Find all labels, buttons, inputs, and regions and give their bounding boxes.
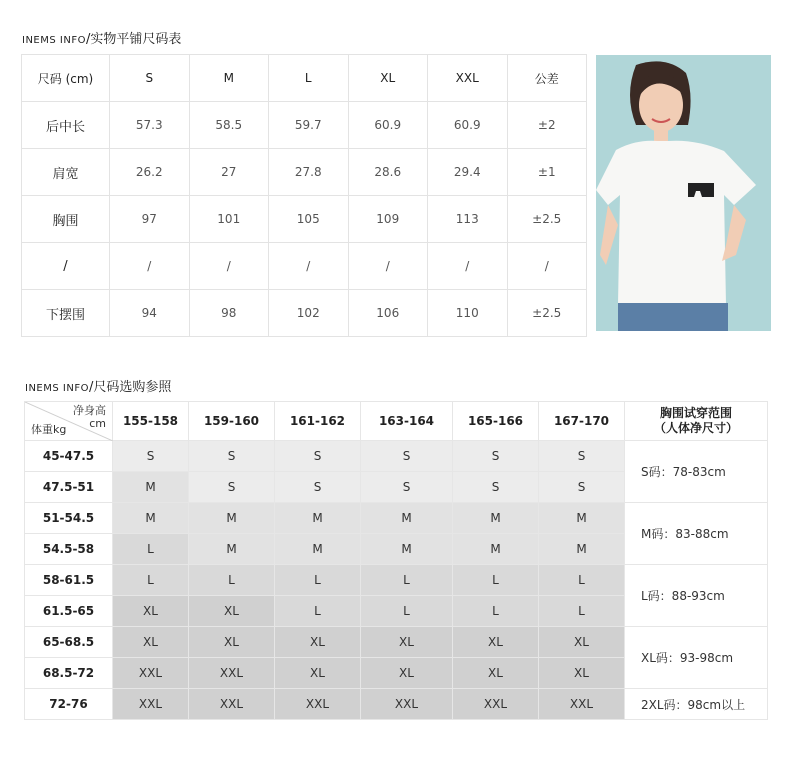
size-cell: M xyxy=(275,503,361,534)
size-cell: L xyxy=(453,565,539,596)
size-cell: M xyxy=(453,503,539,534)
size-cell: XL xyxy=(361,627,453,658)
row-label: 下摆围 xyxy=(22,290,110,337)
bust-range-header: 胸围试穿范围 （人体净尺寸） xyxy=(625,402,768,441)
weight-cell: 45-47.5 xyxy=(25,441,113,472)
size-reference-table xyxy=(24,401,768,720)
size-cell: S xyxy=(539,441,625,472)
table-cell: ±2 xyxy=(507,102,587,149)
model-photo xyxy=(596,55,771,331)
size-guide-title xyxy=(25,376,171,395)
table-cell: 109 xyxy=(348,196,428,243)
size-cell: S xyxy=(361,472,453,503)
model-illustration-icon xyxy=(596,55,771,331)
table-row xyxy=(25,689,768,720)
table-cell: / xyxy=(428,243,508,290)
size-cell: M xyxy=(275,534,361,565)
height-header: 161-162 xyxy=(275,402,361,441)
height-header: 163-164 xyxy=(361,402,453,441)
size-cell: M xyxy=(361,534,453,565)
size-cell: XXL xyxy=(453,689,539,720)
size-cell: S xyxy=(453,472,539,503)
table-cell: 102 xyxy=(269,290,349,337)
header-cell: XXL xyxy=(428,55,508,102)
size-cell: XXL xyxy=(189,689,275,720)
header-cell: 尺码 (cm) xyxy=(22,55,110,102)
size-cell: S xyxy=(275,472,361,503)
weight-cell: 65-68.5 xyxy=(25,627,113,658)
size-cell: XL xyxy=(539,627,625,658)
size-cell: M xyxy=(539,503,625,534)
height-header: 159-160 xyxy=(189,402,275,441)
size-cell: M xyxy=(189,534,275,565)
table-cell: / xyxy=(507,243,587,290)
size-cell: XL xyxy=(539,658,625,689)
table-row xyxy=(22,149,587,196)
table-cell: 113 xyxy=(428,196,508,243)
table-cell: 110 xyxy=(428,290,508,337)
weight-cell: 72-76 xyxy=(25,689,113,720)
table-row xyxy=(25,565,768,596)
size-cell: M xyxy=(361,503,453,534)
size-cell: L xyxy=(275,565,361,596)
bust-range-cell: XL码：93-98cm xyxy=(625,627,768,689)
bust-range-cell: L码：88-93cm xyxy=(625,565,768,627)
size-cell: S xyxy=(275,441,361,472)
table-cell: 27 xyxy=(189,149,269,196)
brand-label: INEMS INFO xyxy=(25,383,89,394)
table-cell: 28.6 xyxy=(348,149,428,196)
table-cell: / xyxy=(189,243,269,290)
size-cell: XL xyxy=(275,627,361,658)
table-cell: / xyxy=(348,243,428,290)
table-cell: ±2.5 xyxy=(507,290,587,337)
size-cell: L xyxy=(361,596,453,627)
title-text: /实物平铺尺码表 xyxy=(85,32,182,47)
size-cell: XL xyxy=(361,658,453,689)
table-cell: 29.4 xyxy=(428,149,508,196)
size-cell: S xyxy=(189,472,275,503)
table-cell: 60.9 xyxy=(348,102,428,149)
table-cell: 59.7 xyxy=(269,102,349,149)
size-cell: XXL xyxy=(539,689,625,720)
size-cell: L xyxy=(453,596,539,627)
table-cell: / xyxy=(269,243,349,290)
bust-range-cell: 2XL码：98cm以上 xyxy=(625,689,768,720)
table-row xyxy=(22,243,587,290)
table-cell: 60.9 xyxy=(428,102,508,149)
size-cell: L xyxy=(113,565,189,596)
height-header: 165-166 xyxy=(453,402,539,441)
size-cell: S xyxy=(539,472,625,503)
table-row xyxy=(25,441,768,472)
size-cell: S xyxy=(361,441,453,472)
size-cell: XL xyxy=(453,627,539,658)
size-cell: XXL xyxy=(275,689,361,720)
size-cell: XL xyxy=(113,596,189,627)
size-cell: M xyxy=(539,534,625,565)
corner-header-cell xyxy=(25,402,113,441)
table-header-row xyxy=(25,402,768,441)
size-cell: XL xyxy=(189,596,275,627)
table-cell: 26.2 xyxy=(110,149,190,196)
table-header-row xyxy=(22,55,587,102)
bust-range-cell: M码：83-88cm xyxy=(625,503,768,565)
table-cell: 94 xyxy=(110,290,190,337)
size-cell: XL xyxy=(275,658,361,689)
table-cell: 27.8 xyxy=(269,149,349,196)
header-cell: M xyxy=(189,55,269,102)
height-header: 167-170 xyxy=(539,402,625,441)
weight-cell: 51-54.5 xyxy=(25,503,113,534)
table-cell: ±2.5 xyxy=(507,196,587,243)
size-cell: M xyxy=(113,472,189,503)
header-cell: L xyxy=(269,55,349,102)
header-cell: S xyxy=(110,55,190,102)
size-cell: L xyxy=(113,534,189,565)
size-cell: XL xyxy=(113,627,189,658)
table-cell: 106 xyxy=(348,290,428,337)
table-row xyxy=(25,627,768,658)
weight-cell: 68.5-72 xyxy=(25,658,113,689)
weight-axis-label: 体重kg xyxy=(31,423,67,436)
table-cell: 57.3 xyxy=(110,102,190,149)
height-header: 155-158 xyxy=(113,402,189,441)
table-row xyxy=(22,290,587,337)
table-cell: ±1 xyxy=(507,149,587,196)
brand-label: INEMS INFO xyxy=(22,35,86,46)
size-cell: XXL xyxy=(113,658,189,689)
header-cell: 公差 xyxy=(507,55,587,102)
table-row xyxy=(25,503,768,534)
row-label: 后中长 xyxy=(22,102,110,149)
size-cell: XL xyxy=(189,627,275,658)
row-label: 肩宽 xyxy=(22,149,110,196)
size-cell: M xyxy=(113,503,189,534)
header-cell: XL xyxy=(348,55,428,102)
table-cell: 101 xyxy=(189,196,269,243)
size-cell: XL xyxy=(453,658,539,689)
table-cell: 58.5 xyxy=(189,102,269,149)
flat-size-table-title xyxy=(22,28,181,47)
table-cell: 105 xyxy=(269,196,349,243)
table-cell: / xyxy=(110,243,190,290)
title-text: /尺码选购参照 xyxy=(88,380,172,395)
size-cell: XXL xyxy=(113,689,189,720)
size-cell: L xyxy=(275,596,361,627)
size-cell: XXL xyxy=(189,658,275,689)
table-row xyxy=(22,196,587,243)
size-cell: L xyxy=(361,565,453,596)
weight-cell: 47.5-51 xyxy=(25,472,113,503)
flat-size-table xyxy=(21,54,587,337)
size-cell: S xyxy=(453,441,539,472)
row-label: / xyxy=(22,243,110,290)
height-axis-label: 净身高 cm xyxy=(73,404,106,430)
weight-cell: 54.5-58 xyxy=(25,534,113,565)
size-cell: M xyxy=(189,503,275,534)
table-row xyxy=(22,102,587,149)
size-cell: XXL xyxy=(361,689,453,720)
size-cell: L xyxy=(539,596,625,627)
row-label: 胸围 xyxy=(22,196,110,243)
weight-cell: 58-61.5 xyxy=(25,565,113,596)
size-cell: L xyxy=(189,565,275,596)
size-cell: L xyxy=(539,565,625,596)
bust-range-cell: S码：78-83cm xyxy=(625,441,768,503)
table-cell: 98 xyxy=(189,290,269,337)
table-cell: 97 xyxy=(110,196,190,243)
weight-cell: 61.5-65 xyxy=(25,596,113,627)
size-cell: M xyxy=(453,534,539,565)
size-cell: S xyxy=(189,441,275,472)
size-cell: S xyxy=(113,441,189,472)
